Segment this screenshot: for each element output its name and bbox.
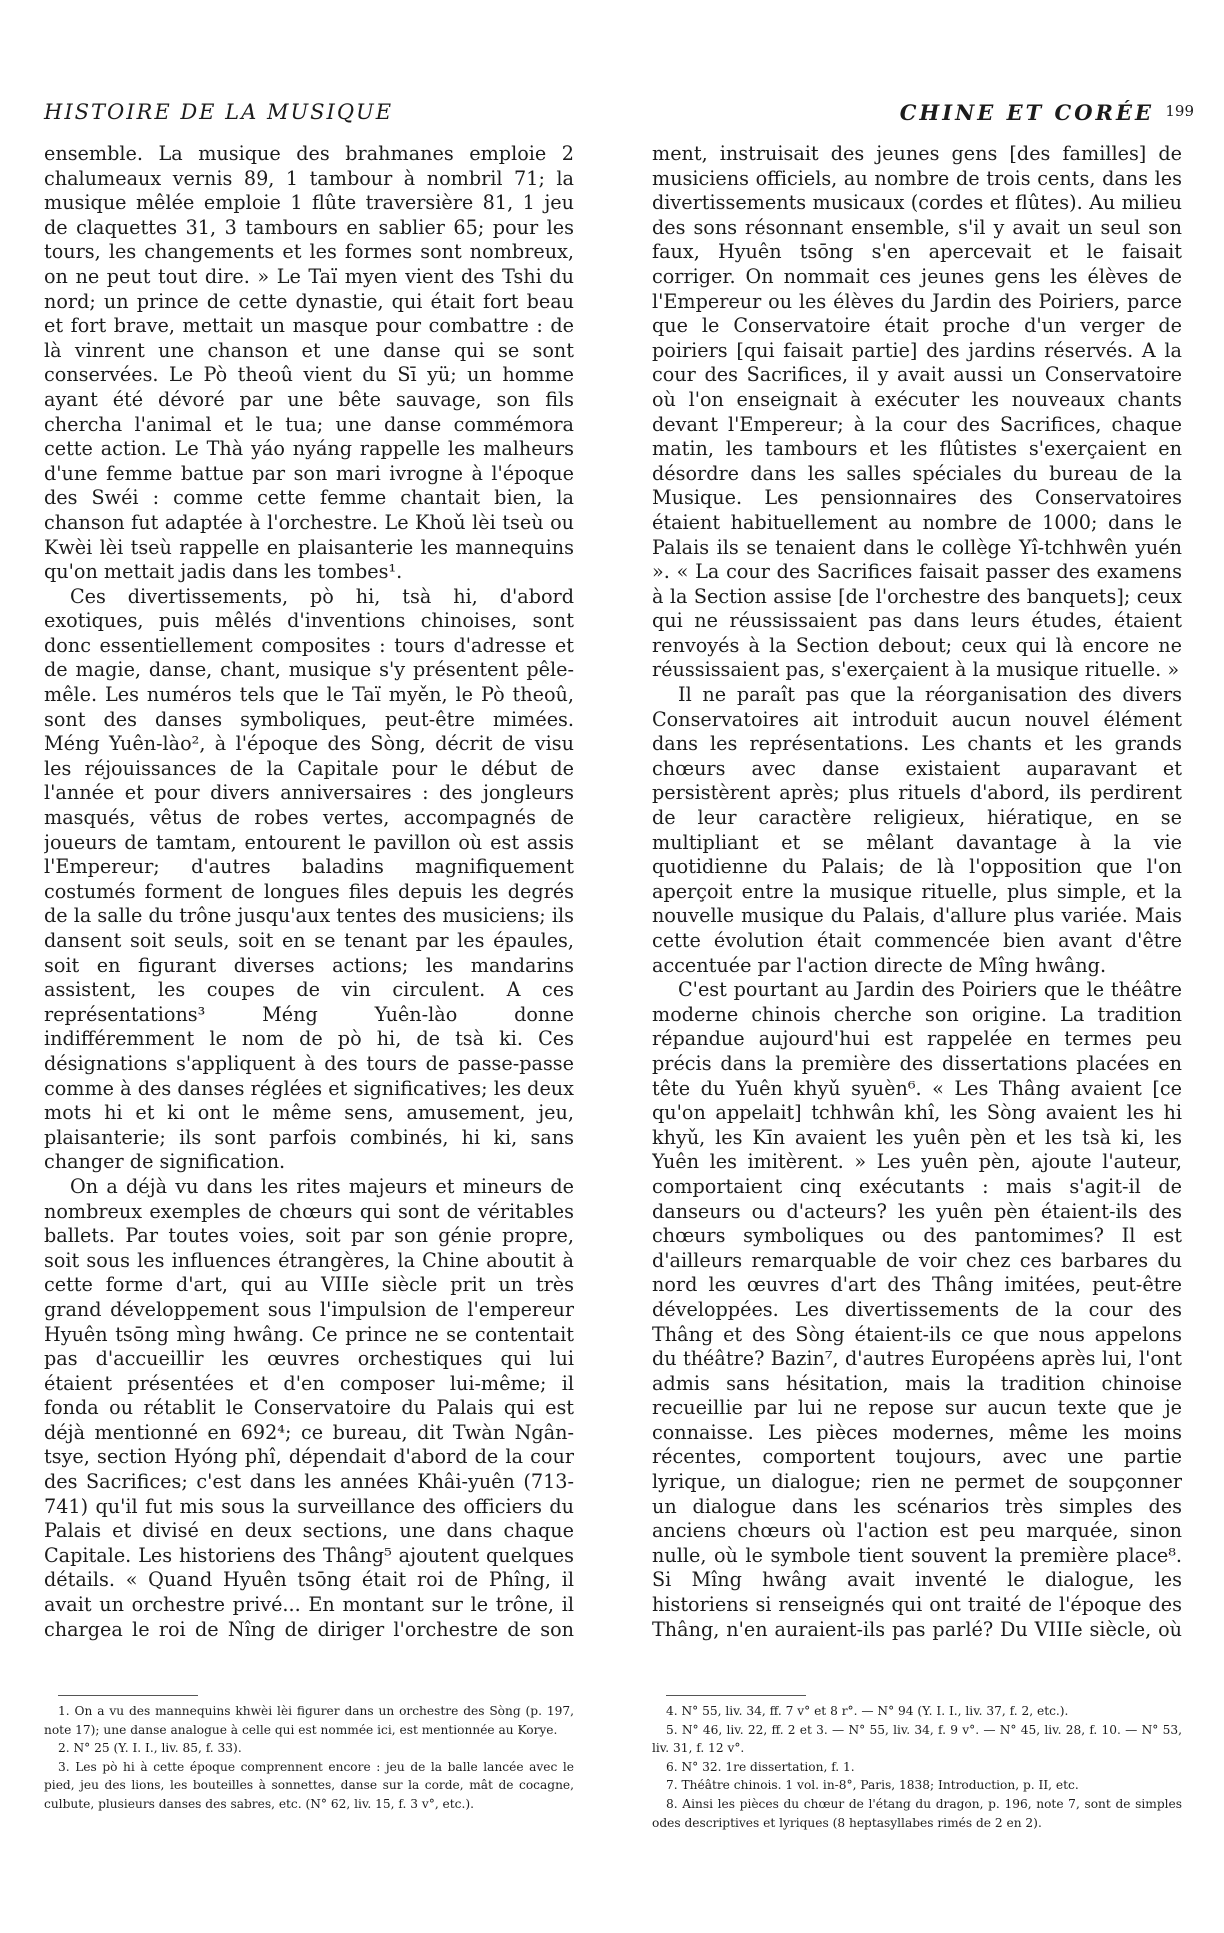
footnotes-right: [652, 1695, 1182, 1895]
footnote-rule: [666, 1695, 806, 1696]
footnote-rule: [58, 1695, 198, 1696]
right-column: [652, 142, 1182, 1642]
footnote: 7. Théâtre chinois. 1 vol. in-8°, Paris, 1838; Introduction, p. II, etc.: [666, 1778, 1079, 1793]
page-number: 199: [1165, 102, 1194, 120]
paragraph: ment, instruisait des jeunes gens [des familles] de musiciens officiels, au nombre de trois cents, dans les divertissements musicaux (cordes et flûtes). Au milieu des sons résonnant ensemble, s'il y avait un seul son faux, Hyuên tsōng s'en apercevait et le faisait corriger. On nommait ces jeunes gens les élèves de l'Empereur ou les élèves du Jardin des Poiriers, parce que le Conservatoire était proche d'un verger de poiriers [qui faisait partie] des jardins réservés. A la cour des Sacrifices, il y avait aussi un Conservatoire où l'on enseignait à exécuter les nouveaux chants devant l'Empereur; à la cour des Sacrifices, chaque matin, les tambours et les flûtistes s'exerçaient en désordre dans les salles spéciales du bureau de la Musique. Les pensionnaires des Conservatoires étaient habituellement au nombre de 1000; dans le Palais ils se tenaient dans le collège Yî-tchhwên yuén ». « La cour des Sacrifices faisait passer des examens à la Section assise [de l'orchestre des banquets]; ceux qui ne réussissaient pas dans leurs études, étaient renvoyés à la Section debout; ceux qui là encore ne réussissaient pas, s'exerçaient à la musique rituelle. »: [652, 142, 1182, 682]
header-right-title: CHINE ET CORÉE: [899, 100, 1154, 125]
paragraph: On a déjà vu dans les rites majeurs et mineurs de nombreux exemples de chœurs qui sont de véritables ballets. Par toutes voies, soit par son génie propre, soit sous les influences étrangères, la Chine aboutit à cette forme d'art, qui au VIIIe siècle prit un très grand développement sous l'impulsion de l'empereur Hyuên tsōng mìng hwâng. Ce prince ne se contentait pas d'accueillir les œuvres orchestiques qui lui étaient présentées et d'en composer lui-même; il fonda ou rétablit le Conservatoire du Palais qui est déjà mentionné en 692⁴; ce bureau, dit Twàn Ngân-tsye, section Hyóng phî, dépendait d'abord de la cour des Sacrifices; c'est dans les années Khâi-yuên (713-741) qu'il fut mis sous la surveillance des officiers du Palais et divisé en deux sections, une dans chaque Capitale. Les historiens des Thâng⁵ ajoutent quelques détails. « Quand Hyuên tsōng était roi de Phîng, il avait un orchestre privé... En montant sur le trône, il chargea le roi de Nîng de diriger l'orchestre de son: [44, 1174, 574, 1641]
footnote: 1. On a vu des mannequins khwèi lèi figurer dans un orchestre des Sòng (p. 197, note 17); une danse analogue à celle qui est nommée ici, est mentionnée au Korye.: [44, 1704, 574, 1737]
footnotes-left: [44, 1695, 574, 1895]
paragraph: C'est pourtant au Jardin des Poiriers que le théâtre moderne chinois cherche son origine. La tradition répandue aujourd'hui est rappelée en termes peu précis dans la première des dissertations placées en tête du Yuên khyǔ syuèn⁶. « Les Thâng avaient [ce qu'on appelait] tchhwân khî, les Sòng avaient les hi khyǔ, les Kīn avaient les yuên pèn et les tsà ki, les Yuên les imitèrent. » Les yuên pèn, ajoute l'auteur, comportaient cinq exécutants : mais s'agit-il de danseurs ou d'acteurs? les yuên pèn étaient-ils des chœurs symboliques ou des pantomimes? Il est d'ailleurs remarquable de voir chez ces barbares du nord les œuvres d'art des Thâng imitées, peut-être développées. Les divertissements de la cour des Thâng et des Sòng étaient-ils ce que nous appelons du théâtre? Bazin⁷, d'autres Européens après lui, l'ont admis sans hésitation, mais la tradition chinoise recueillie par lui ne repose sur aucun texte que je connaisse. Les pièces modernes, même les moins récentes, comportent toujours, avec une partie lyrique, un dialogue; rien ne permet de soupçonner un dialogue dans les scénarios très simples des anciens chœurs où l'action est peu marquée, sinon nulle, où le symbole tient souvent la première place⁸. Si Mîng hwâng avait inventé le dialogue, les historiens si renseignés qui ont traité de l'époque des Thâng, n'en auraient-ils pas parlé? Du VIIIe siècle, où: [652, 978, 1182, 1641]
paragraph: Il ne paraît pas que la réorganisation des divers Conservatoires ait introduit aucun nouvel élément dans les représentations. Les chants et les grands chœurs avec danse existaient auparavant et persistèrent après; plus rituels d'abord, ils perdirent de leur caractère religieux, hiératique, en se multipliant et se mêlant davantage à la vie quotidienne du Palais; de là l'opposition que l'on aperçoit entre la musique rituelle, plus simple, et la nouvelle musique du Palais, d'allure plus variée. Mais cette évolution était commencée bien avant d'être accentuée par l'action directe de Mîng hwâng.: [652, 683, 1182, 977]
footnote: 5. N° 46, liv. 22, ff. 2 et 3. — N° 55, liv. 34, f. 9 v°. — N° 45, liv. 28, f. 10. — N° 53, liv. 31, f. 12 v°.: [652, 1722, 1182, 1756]
footnote: 3. Les pò hi à cette époque comprennent encore : jeu de la balle lancée avec le pied, jeu des lions, les bouteilles à sonnettes, danse sur la corde, mât de cocagne, culbute, plusieurs danses des sabres, etc. (N° 62, liv. 15, f. 3 v°, etc.).: [44, 1759, 574, 1811]
paragraph: Ces divertissements, pò hi, tsà hi, d'abord exotiques, puis mêlés d'inventions chinoises, sont donc essentiellement composites : tours d'adresse et de magie, danse, chant, musique s'y présentent pêle-mêle. Les numéros tels que le Taï myěn, le Pò theoû, sont des danses symboliques, peut-être mimées. Méng Yuên-lào², à l'époque des Sòng, décrit de visu les réjouissances de la Capitale pour le début de l'année et pour divers anniversaires : des jongleurs masqués, vêtus de robes vertes, accompagnés de joueurs de tamtam, entourent le pavillon où est assis l'Empereur; d'autres baladins magnifiquement costumés forment de longues files depuis les degrés de la salle du trône jusqu'aux tentes des musiciens; ils dansent soit seuls, soit en se tenant par les épaules, soit en figurant diverses actions; les mandarins assistent, les coupes de vin circulent. A ces représentations³ Méng Yuên-lào donne indifféremment le nom de pò hi, de tsà ki. Ces désignations s'appliquent à des tours de passe-passe comme à des danses réglées et significatives; les deux mots hi et ki ont le même sens, amusement, jeu, plaisanterie; ils sont parfois combinés, hi ki, sans changer de signification.: [44, 584, 574, 1174]
footnote: 8. Ainsi les pièces du chœur de l'étang du dragon, p. 196, note 7, sont de simples odes descriptives et lyriques (8 heptasyllabes rimés de 2 en 2).: [652, 1796, 1182, 1830]
footnote: 2. N° 25 (Y. I. I., liv. 85, f. 33).: [58, 1741, 242, 1756]
running-header: [44, 100, 1194, 134]
header-left-title: HISTOIRE DE LA MUSIQUE: [44, 100, 394, 124]
footnote: 6. N° 32. 1re dissertation, f. 1.: [666, 1759, 855, 1774]
footnote: 4. N° 55, liv. 34, ff. 7 v° et 8 r°. — N° 94 (Y. I. I., liv. 37, f. 2, etc.).: [666, 1704, 1069, 1718]
paragraph: ensemble. La musique des brahmanes emploie 2 chalumeaux vernis 89, 1 tambour à nombril 71; la musique mêlée emploie 1 flûte traversière 81, 1 jeu de claquettes 31, 3 tambours en sablier 65; pour les tours, les changements et les formes sont nombreux, on ne peut tout dire. » Le Taï myen vient des Tshi du nord; un prince de cette dynastie, qui était fort beau et fort brave, mettait un masque pour combattre : de là vinrent une chanson et une danse qui se sont conservées. Le Pò theoû vient du Sī yü; un homme ayant été dévoré par une bête sauvage, son fils chercha l'animal et le tua; une danse commémora cette action. Le Thà yáo nyáng rappelle les malheurs d'une femme battue par son mari ivrogne à l'époque des Swéi : comme cette femme chantait bien, la chanson fut adaptée à l'orchestre. Le Khoǔ lèi tseù ou Kwèi lèi tseù rappelle en plaisanterie les mannequins qu'on mettait jadis dans les tombes¹.: [44, 142, 574, 584]
left-column: [44, 142, 574, 1642]
